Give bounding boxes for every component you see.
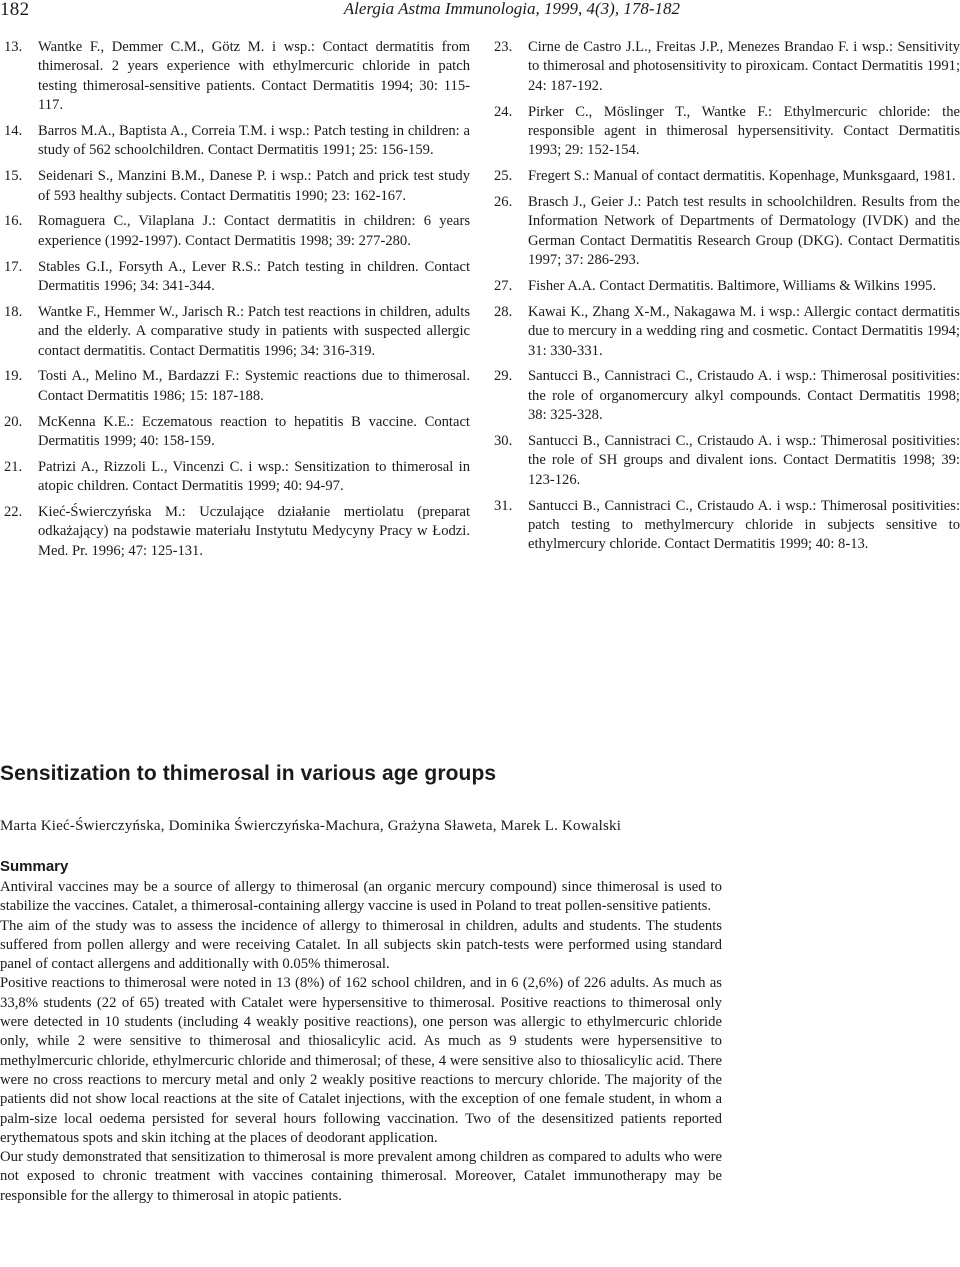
reference-number: 18. bbox=[4, 303, 23, 320]
reference-text: Barros M.A., Baptista A., Correia T.M. i wsp.: Patch testing in children: a study of 562 schoolchildren. Contact Dermatitis 1991; 25: 156-159. bbox=[38, 123, 470, 159]
summary-body bbox=[0, 878, 722, 1206]
reference-item bbox=[4, 367, 470, 406]
reference-item bbox=[4, 38, 470, 116]
reference-item bbox=[494, 167, 960, 186]
reference-item bbox=[494, 193, 960, 271]
reference-number: 17. bbox=[4, 258, 23, 275]
reference-item bbox=[4, 212, 470, 251]
reference-text: Kieć-Świerczyńska M.: Uczulające działanie mertiolatu (preparat odkażający) na podstawie materiału Instytutu Medycyny Pracy w Łodzi. Med. Pr. 1996; 47: 125-131. bbox=[38, 504, 470, 559]
reference-item bbox=[4, 167, 470, 206]
reference-text: Santucci B., Cannistraci C., Cristaudo A. i wsp.: Thimerosal positivities: patch testing to methylmercury chloride in subjects sensitive to ethylmercury chloride. Contact Dermatitis 1999; 40: 8-13. bbox=[528, 497, 960, 553]
reference-text: Brasch J., Geier J.: Patch test results in schoolchildren. Results from the Information Network of Departments of Dermatology (IVDK) and the German Contact Dermatitis Research Group (DKG). Contact Dermatitis 1997; 37: 286-293. bbox=[528, 194, 960, 269]
reference-text: Cirne de Castro J.L., Freitas J.P., Menezes Brandao F. i wsp.: Sensitivity to thimerosal and photosensitivity to piroxicam. Contact Dermatitis 1991; 24: 187-192. bbox=[528, 39, 960, 94]
reference-number: 20. bbox=[4, 413, 23, 430]
reference-item bbox=[494, 432, 960, 490]
journal-citation: Alergia Astma Immunologia, 1999, 4(3), 178-182 bbox=[343, 0, 680, 18]
reference-number: 14. bbox=[4, 123, 23, 140]
reference-number: 30. bbox=[494, 433, 513, 450]
reference-number: 16. bbox=[4, 213, 23, 230]
summary-paragraph: Positive reactions to thimerosal were noted in 13 (8%) of 162 school children, and in 6 (2,6%) of 226 adults. As much as 33,8% students (22 of 65) treated with Catalet were hypersensitive to thimerosal. Positive reactions to thimerosal only were detected in 10 students (including 4 weakly positive reactions), one person was allergic to ethylmercuric chloride only, while 2 were sensitive to thimerosal and thiosalicylic acid. As much as 9 students were hypersensitive to methylmercuric chloride, ethylmercuric chloride and thimerosal; of these, 4 were sensitive also to thiosalicylic acid. There were no cross reactions to mercury metal and only 2 weakly positive reactions to mercury chloride. The majority of the patients did not show local reactions at the site of Catalet injections, with the exception of one female student, in whom a palm-size local oedema persisted for several hours following vaccination. Two of the desensitized patients reported erythematous spots and skin itching at the places of deodorant application. bbox=[0, 975, 722, 1146]
summary-paragraph: Our study demonstrated that sensitization to thimerosal is more prevalent among children as compared to adults who were not exposed to chronic treatment with vaccines containing thimerosal. Moreover, Catalet immunotherapy may be responsible for the allergy to thimerosal in atopic patients. bbox=[0, 1149, 722, 1204]
article-title: Sensitization to thimerosal in various age groups bbox=[0, 762, 497, 785]
summary-paragraph: The aim of the study was to assess the incidence of allergy to thimerosal in children, adults and students. The students suffered from pollen allergy and were receiving Catalet. In all subjects skin patch-tests were performed using standard panel of contact allergens and additionally with 0.05% thimerosal. bbox=[0, 917, 722, 973]
reference-item bbox=[494, 497, 960, 555]
reference-text: Pirker C., Möslinger T., Wantke F.: Ethylmercuric chloride: the responsible agent in thimerosal hypersensitivity. Contact Dermatitis 1993; 29: 152-154. bbox=[528, 103, 960, 159]
reference-text: Seidenari S., Manzini B.M., Danese P. i wsp.: Patch and prick test study of 593 healthy subjects. Contact Dermatitis 1990; 23: 162-167. bbox=[38, 168, 470, 204]
page-header bbox=[0, 0, 680, 26]
page-number: 182 bbox=[0, 0, 30, 20]
reference-number: 19. bbox=[4, 368, 23, 385]
reference-item bbox=[494, 103, 960, 161]
reference-number: 29. bbox=[494, 368, 513, 385]
reference-number: 27. bbox=[494, 278, 513, 295]
reference-number: 21. bbox=[4, 458, 23, 475]
reference-number: 24. bbox=[494, 103, 513, 120]
reference-text: Santucci B., Cannistraci C., Cristaudo A. i wsp.: Thimerosal positivities: the role of organomercury alkyl compounds. Contact Dermatitis 1998; 38: 325-328. bbox=[528, 368, 960, 424]
reference-text: Romaguera C., Vilaplana J.: Contact dermatitis in children: 6 years experience (1992-1997). Contact Dermatitis 1998; 39: 277-280. bbox=[38, 213, 470, 249]
reference-item bbox=[494, 277, 960, 296]
references-left-column bbox=[4, 38, 470, 568]
author-list: Marta Kieć-Świerczyńska, Dominika Świerczyńska-Machura, Grażyna Sławeta, Marek L. Kowalski bbox=[0, 818, 622, 834]
reference-item bbox=[4, 303, 470, 361]
reference-item bbox=[4, 503, 470, 561]
reference-text: Stables G.I., Forsyth A., Lever R.S.: Patch testing in children. Contact Dermatitis 1996; 34: 341-344. bbox=[38, 258, 470, 295]
reference-number: 13. bbox=[4, 39, 23, 55]
reference-text: Santucci B., Cannistraci C., Cristaudo A. i wsp.: Thimerosal positivities: the role of SH groups and divalent ions. Contact Dermatitis 1998; 39: 123-126. bbox=[528, 433, 960, 488]
reference-number: 31. bbox=[494, 497, 513, 514]
reference-text: Kawai K., Zhang X-M., Nakagawa M. i wsp.: Allergic contact dermatitis due to mercury in a wedding ring and cosmetic. Contact Dermatitis 1994; 31: 330-331. bbox=[528, 303, 960, 359]
reference-item bbox=[494, 367, 960, 425]
reference-text: Fisher A.A. Contact Dermatitis. Baltimore, Williams & Wilkins 1995. bbox=[528, 278, 937, 295]
reference-number: 15. bbox=[4, 168, 23, 185]
reference-item bbox=[494, 303, 960, 361]
reference-text: McKenna K.E.: Eczematous reaction to hepatitis B vaccine. Contact Dermatitis 1999; 40: 158-159. bbox=[38, 413, 470, 450]
reference-item bbox=[4, 413, 470, 452]
reference-text: Wantke F., Demmer C.M., Götz M. i wsp.: Contact dermatitis from thimerosal. 2 years experience with ethylmercuric chloride in patch testing thimerosal-sensitive patients. Contact Dermatitis 1994; 30: 115-117. bbox=[38, 39, 470, 114]
references-right-column bbox=[494, 38, 960, 561]
reference-item bbox=[4, 458, 470, 497]
reference-text: Wantke F., Hemmer W., Jarisch R.: Patch test reactions in children, adults and the elderly. A comparative study in patients with suspected allergic contact dermatitis. Contact Dermatitis 1996; 34: 316-319. bbox=[38, 303, 470, 359]
reference-item bbox=[4, 122, 470, 161]
reference-number: 28. bbox=[494, 303, 513, 320]
summary-heading: Summary bbox=[0, 858, 69, 875]
reference-item bbox=[494, 38, 960, 96]
reference-item bbox=[4, 258, 470, 297]
reference-number: 25. bbox=[494, 168, 513, 185]
reference-text: Fregert S.: Manual of contact dermatitis. Kopenhage, Munksgaard, 1981. bbox=[528, 168, 956, 185]
reference-text: Tosti A., Melino M., Bardazzi F.: Systemic reactions due to thimerosal. Contact Dermatitis 1986; 15: 187-188. bbox=[38, 368, 470, 404]
reference-text: Patrizi A., Rizzoli L., Vincenzi C. i wsp.: Sensitization to thimerosal in atopic children. Contact Dermatitis 1999; 40: 94-97. bbox=[38, 458, 470, 495]
reference-number: 26. bbox=[494, 194, 513, 211]
reference-number: 22. bbox=[4, 504, 23, 521]
summary-paragraph: Antiviral vaccines may be a source of allergy to thimerosal (an organic mercury compound) since thimerosal is used to stabilize the vaccines. Catalet, a thimerosal-containing allergy vaccine is used in Poland to treat pollen-sensitive patients. bbox=[0, 879, 722, 915]
reference-number: 23. bbox=[494, 39, 513, 55]
